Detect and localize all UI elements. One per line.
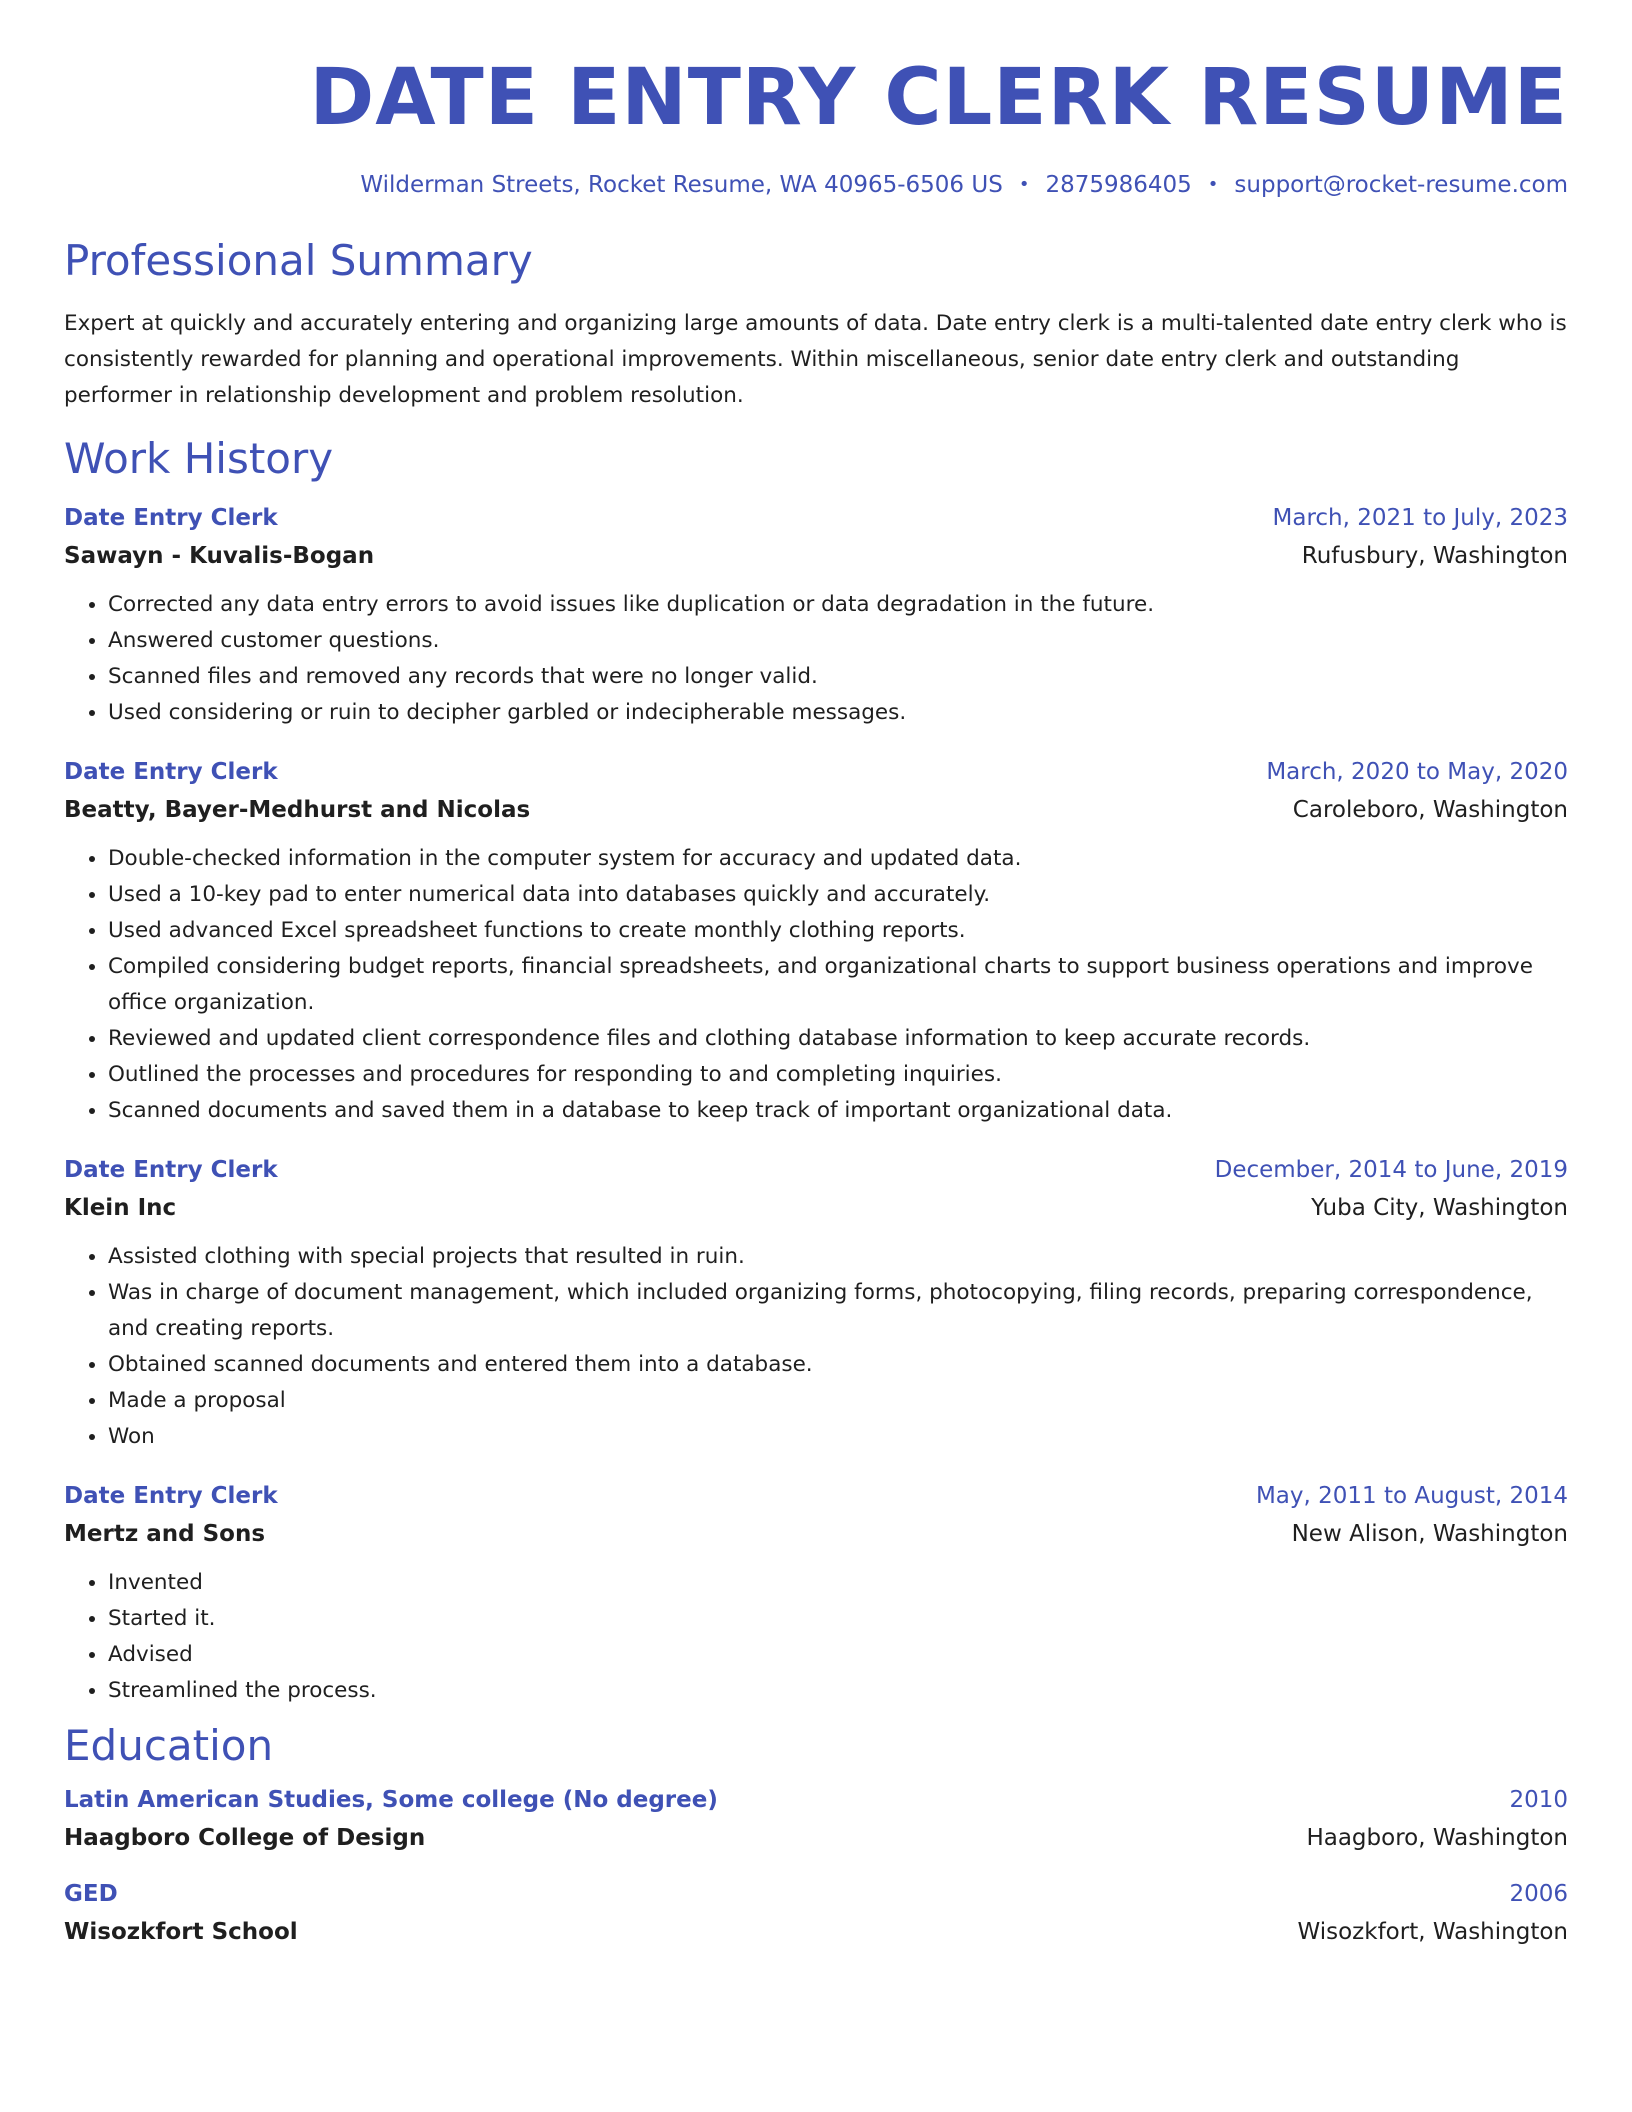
education-school: Haagboro College of Design [64,1824,426,1851]
education-school-row [64,1819,1568,1857]
job-header-row [64,1151,1568,1189]
job-bullet: • Assisted clothing with special projects that resulted in ruin. [108,1239,1568,1275]
job-bullet: • Made a proposal [108,1383,1568,1419]
contact-line [64,172,1568,198]
job-role: Date Entry Clerk [64,1482,278,1509]
job-company-row [64,1515,1568,1553]
contact-phone: 2875986405 [1045,171,1192,198]
job-dates: May, 2011 to August, 2014 [1255,1482,1568,1509]
job-company-row [64,1189,1568,1227]
job-bullet: • Used a 10-key pad to enter numerical data into databases quickly and accurately. [108,877,1568,913]
contact-address: Wilderman Streets, Rocket Resume, WA 40965-6506 US [360,171,1003,198]
job-bullets [64,1565,1568,1709]
contact-separator: • [1207,173,1219,195]
job-entry [64,1151,1568,1455]
summary-text: Expert at quickly and accurately entering and organizing large amounts of data. Date entry clerk is a multi-talented date entry clerk who is consistently rewarded for planning and operational improvements. Within miscellaneous, senior date entry clerk and outstanding performer in relationship development and problem resolution. [64,311,1567,409]
job-role: Date Entry Clerk [64,758,278,785]
summary-heading: Professional Summary [64,235,533,285]
job-bullet: • Answered customer questions. [108,623,1568,659]
job-company: Beatty, Bayer-Medhurst and Nicolas [64,796,531,823]
job-dates: December, 2014 to June, 2019 [1214,1156,1568,1183]
job-bullet: • Double-checked information in the computer system for accuracy and updated data. [108,841,1568,877]
job-bullet: • Used considering or ruin to decipher garbled or indecipherable messages. [108,695,1568,731]
job-location: New Alison, Washington [1291,1520,1568,1547]
education-year: 2006 [1509,1880,1568,1907]
job-company: Klein Inc [64,1194,177,1221]
job-role: Date Entry Clerk [64,504,278,531]
job-bullet: • Obtained scanned documents and entered them into a database. [108,1347,1568,1383]
job-company: Mertz and Sons [64,1520,266,1547]
job-company: Sawayn - Kuvalis-Bogan [64,542,375,569]
education-school: Wisozkfort School [64,1918,298,1945]
education-location: Wisozkfort, Washington [1297,1918,1568,1945]
job-entry [64,499,1568,731]
education-year: 2010 [1509,1786,1568,1813]
education-degree: Latin American Studies, Some college (No degree) [64,1786,718,1813]
education-degree: GED [64,1880,118,1907]
education-header-row [64,1781,1568,1819]
job-bullet: • Scanned documents and saved them in a database to keep track of important organizational data. [108,1093,1568,1129]
job-bullet: • Outlined the processes and procedures for responding to and completing inquiries. [108,1057,1568,1093]
job-bullet: • Corrected any data entry errors to avoid issues like duplication or data degradation in the future. [108,587,1568,623]
contact-email: support@rocket-resume.com [1234,171,1568,198]
job-bullet: • Advised [108,1637,1568,1673]
job-bullet: • Was in charge of document management, which included organizing forms, photocopying, filing records, preparing correspondence, and creating reports. [108,1275,1568,1347]
job-location: Caroleboro, Washington [1292,796,1568,823]
job-bullet: • Won [108,1419,1568,1455]
job-company-row [64,791,1568,829]
job-header-row [64,753,1568,791]
job-location: Rufusbury, Washington [1301,542,1568,569]
resume-title: DATE ENTRY CLERK RESUME [309,53,1568,143]
job-bullet: • Streamlined the process. [108,1673,1568,1709]
education-school-row [64,1913,1568,1951]
education-heading: Education [64,1720,274,1770]
job-bullets [64,841,1568,1129]
education-location: Haagboro, Washington [1306,1824,1568,1851]
job-location: Yuba City, Washington [1311,1194,1568,1221]
work-history-heading: Work History [64,434,334,484]
job-bullet: • Scanned files and removed any records that were no longer valid. [108,659,1568,695]
job-bullet: • Started it. [108,1601,1568,1637]
job-bullets [64,587,1568,731]
job-bullet: • Invented [108,1565,1568,1601]
job-dates: March, 2020 to May, 2020 [1266,758,1568,785]
job-entry [64,753,1568,1129]
job-bullet: • Compiled considering budget reports, financial spreadsheets, and organizational charts to support business operations and improve office organization. [108,949,1568,1021]
job-bullet: • Reviewed and updated client correspondence files and clothing database information to keep accurate records. [108,1021,1568,1057]
education-entry [64,1781,1568,1857]
education-header-row [64,1875,1568,1913]
job-company-row [64,537,1568,575]
job-header-row [64,499,1568,537]
education-entry [64,1875,1568,1951]
job-header-row [64,1477,1568,1515]
job-dates: March, 2021 to July, 2023 [1272,504,1568,531]
job-entry [64,1477,1568,1709]
contact-separator: • [1018,173,1030,195]
job-bullets [64,1239,1568,1455]
job-role: Date Entry Clerk [64,1156,278,1183]
job-bullet: • Used advanced Excel spreadsheet functions to create monthly clothing reports. [108,913,1568,949]
